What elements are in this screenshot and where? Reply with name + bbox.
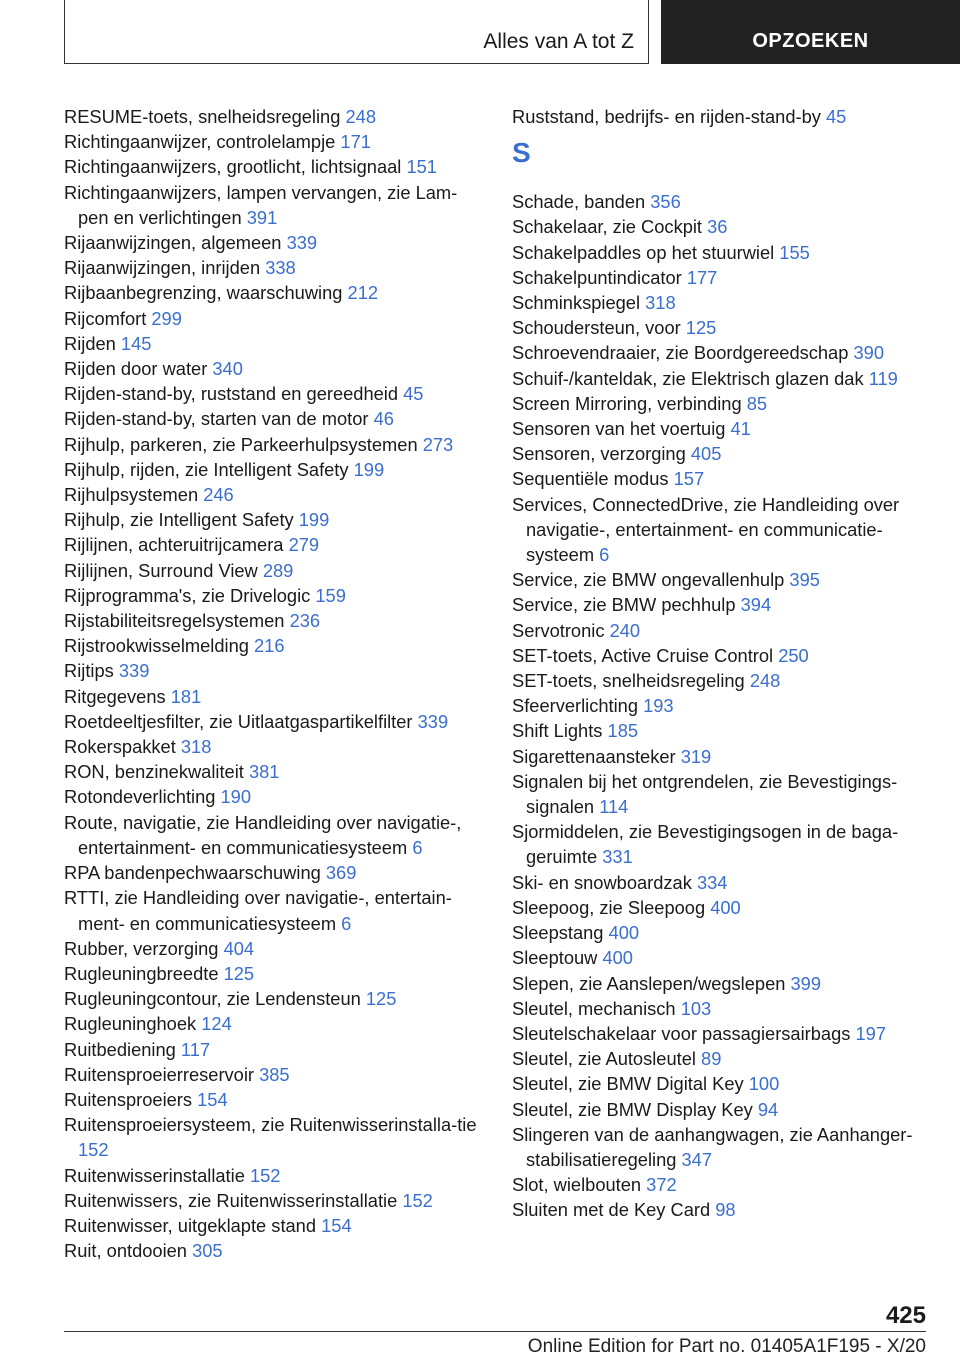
entry-text: RTTI, zie Handleiding over navigatie-, entertain-ment- en communicatiesysteem xyxy=(64,887,452,934)
index-entry xyxy=(64,406,482,431)
page-link[interactable]: 193 xyxy=(643,695,674,717)
page-link[interactable]: 103 xyxy=(680,997,712,1019)
index-entry xyxy=(64,381,482,406)
page-link[interactable]: 6 xyxy=(412,836,423,858)
page-link[interactable]: 45 xyxy=(403,383,424,405)
entry-text: Ruitenwissers, zie Ruitenwisserinstallatie xyxy=(64,1189,398,1211)
index-entry xyxy=(64,1213,482,1238)
footer-edition: Online Edition for Part no. 01405A1F195 - X/20 xyxy=(527,1336,926,1357)
index-entry xyxy=(64,558,482,583)
entry-text: Rijden xyxy=(64,332,116,354)
page-link[interactable]: 157 xyxy=(673,468,705,490)
entry-text: Sleutel, mechanisch xyxy=(512,997,676,1019)
page-link[interactable]: 319 xyxy=(680,745,712,767)
entry-text: SET-toets, snelheidsregeling xyxy=(512,670,745,692)
index-entry xyxy=(512,492,930,568)
index-entry xyxy=(64,885,482,935)
page-link[interactable]: 46 xyxy=(373,408,394,430)
entry-text: Slepen, zie Aanslepen/wegslepen xyxy=(512,972,786,994)
entry-text: Ritgegevens xyxy=(64,685,166,707)
entry-text: Rijaanwijzingen, inrijden xyxy=(64,257,261,279)
index-entry xyxy=(512,592,930,617)
index-entry xyxy=(64,532,482,557)
entry-text: Sensoren van het voertuig xyxy=(512,418,726,440)
page-link[interactable]: 212 xyxy=(347,282,379,304)
entry-text: Ruststand, bedrijfs- en rijden-stand-by xyxy=(512,106,821,127)
index-entry xyxy=(512,104,930,129)
page-link[interactable]: 318 xyxy=(180,736,212,758)
index-entry xyxy=(64,104,482,129)
index-entry xyxy=(64,784,482,809)
index-entry xyxy=(64,1037,482,1062)
page-link[interactable]: 151 xyxy=(406,156,437,178)
page-link[interactable]: 400 xyxy=(608,922,640,944)
entry-text: Slot, wielbouten xyxy=(512,1174,642,1196)
page-link[interactable]: 181 xyxy=(170,685,202,707)
page-link[interactable]: 339 xyxy=(286,232,318,254)
tab-label: OPZOEKEN xyxy=(752,30,869,52)
page-link[interactable]: 152 xyxy=(402,1189,433,1211)
entry-text: Sleutel, zie BMW Digital Key xyxy=(512,1073,744,1095)
entry-text: Ruitensproeiers xyxy=(64,1088,193,1110)
index-entry xyxy=(512,391,930,416)
entry-text: Ruitbediening xyxy=(64,1038,176,1060)
entry-text: Rotondeverlichting xyxy=(64,786,216,808)
entry-text: Services, ConnectedDrive, zie Handleiding over navigatie-, entertainment- en communicatie-systeem xyxy=(512,493,900,566)
entry-text: Rugleuningcontour, zie Lendensteun xyxy=(64,988,361,1010)
page-link[interactable]: 171 xyxy=(340,131,371,153)
index-entry xyxy=(512,895,930,920)
page-link[interactable]: 6 xyxy=(599,544,610,566)
index-entry xyxy=(512,971,930,996)
page-link[interactable]: 152 xyxy=(78,1139,109,1161)
entry-text: Sigarettenaansteker xyxy=(512,745,676,767)
index-entry xyxy=(512,1046,930,1071)
page-link[interactable]: 331 xyxy=(602,846,633,868)
entry-text: Signalen bij het ontgrendelen, zie Bevestigings-signalen xyxy=(512,770,898,818)
page-link[interactable]: 199 xyxy=(353,458,385,480)
index-entry xyxy=(512,1097,930,1122)
entry-text: Sleepoog, zie Sleepoog xyxy=(512,896,706,918)
index-entry xyxy=(64,936,482,961)
entry-text: Sleutel, zie BMW Display Key xyxy=(512,1098,753,1120)
entry-text: Screen Mirroring, verbinding xyxy=(512,392,742,414)
index-entry xyxy=(512,744,930,769)
index-entry xyxy=(512,819,930,869)
index-entry xyxy=(512,265,930,290)
index-entry xyxy=(512,466,930,491)
index-entry xyxy=(64,633,482,658)
page-link[interactable]: 340 xyxy=(212,358,243,380)
entry-text: Route, navigatie, zie Handleiding over navigatie-, entertainment- en communicatiesysteem xyxy=(64,811,462,858)
index-entry xyxy=(64,1238,482,1263)
page-link[interactable]: 395 xyxy=(789,569,820,591)
index-entry xyxy=(512,1071,930,1096)
page-link[interactable]: 273 xyxy=(422,433,454,455)
page-link[interactable]: 124 xyxy=(201,1013,232,1035)
index-entry xyxy=(64,1087,482,1112)
index-entry xyxy=(64,432,482,457)
index-entry xyxy=(64,810,482,860)
entry-text: Sequentiële modus xyxy=(512,468,669,490)
page-link[interactable]: 339 xyxy=(118,660,150,682)
index-entry xyxy=(512,668,930,693)
index-entry xyxy=(512,315,930,340)
entry-text: Ruitensproeiersysteem, zie Ruitenwisserinstalla-tie xyxy=(64,1114,477,1136)
index-column-left xyxy=(64,104,482,1263)
page-link[interactable]: 145 xyxy=(120,332,152,354)
index-entry xyxy=(64,230,482,255)
index-entry xyxy=(64,684,482,709)
entry-text: RPA bandenpechwaarschuwing xyxy=(64,862,321,884)
entry-text: Rijprogramma's, zie Drivelogic xyxy=(64,584,311,606)
page-link[interactable]: 125 xyxy=(223,962,255,984)
index-entry xyxy=(64,1062,482,1087)
index-entry xyxy=(512,1197,930,1222)
page-link[interactable]: 216 xyxy=(254,635,285,657)
entry-text: Sleeptouw xyxy=(512,947,598,969)
header-tab-opzoeken[interactable] xyxy=(661,0,960,64)
index-entry xyxy=(512,189,930,214)
index-entry xyxy=(64,860,482,885)
page-link[interactable]: 177 xyxy=(686,266,718,288)
index-entry xyxy=(512,718,930,743)
page-link[interactable]: 404 xyxy=(223,937,255,959)
entry-text: Sjormiddelen, zie Bevestigingsogen in de baga-geruimte xyxy=(512,821,899,868)
page-link[interactable]: 36 xyxy=(707,216,728,238)
entry-text: Schuif-/kanteldak, zie Elektrisch glazen dak xyxy=(512,367,864,389)
entry-text: Richtingaanwijzer, controlelampje xyxy=(64,131,336,153)
header-section-box xyxy=(64,0,649,64)
index-column-right xyxy=(512,104,930,1223)
page-link[interactable]: 152 xyxy=(249,1164,281,1186)
entry-text: Ruitenwisserinstallatie xyxy=(64,1164,245,1186)
entry-text: Rijden-stand-by, starten van de motor xyxy=(64,408,369,430)
entry-text: Rijden door water xyxy=(64,358,208,380)
index-entry xyxy=(64,734,482,759)
page-link[interactable]: 318 xyxy=(645,292,676,314)
entry-text: Rijden-stand-by, ruststand en gereedheid xyxy=(64,383,399,405)
page-link[interactable]: 369 xyxy=(325,862,357,884)
entry-text: Sluiten met de Key Card xyxy=(512,1199,711,1221)
entry-text: Rijhulp, parkeren, zie Parkeerhulpsystemen xyxy=(64,433,418,455)
index-entry xyxy=(512,920,930,945)
page-link[interactable]: 6 xyxy=(341,912,352,934)
index-entry xyxy=(64,608,482,633)
entry-text: Rokerspakket xyxy=(64,736,176,758)
index-entry xyxy=(512,567,930,592)
index-entry xyxy=(512,416,930,441)
entry-text: Richtingaanwijzers, lampen vervangen, zie Lam-pen en verlichtingen xyxy=(64,181,458,228)
entry-text: Ruitenwisser, uitgeklapte stand xyxy=(64,1214,317,1236)
entry-text: Schoudersteun, voor xyxy=(512,317,681,339)
page-link[interactable]: 154 xyxy=(321,1214,352,1236)
index-entry xyxy=(64,986,482,1011)
index-entry xyxy=(512,643,930,668)
page-link[interactable]: 381 xyxy=(248,761,280,783)
entry-text: Sleepstang xyxy=(512,922,604,944)
page-link[interactable]: 250 xyxy=(778,644,809,666)
index-entry xyxy=(512,870,930,895)
page-link[interactable]: 125 xyxy=(365,988,397,1010)
page-link[interactable]: 299 xyxy=(151,307,182,329)
entry-text: Rugleuninghoek xyxy=(64,1013,197,1035)
entry-text: Ski- en snowboardzak xyxy=(512,871,692,893)
entry-text: Schroevendraaier, zie Boordgereedschap xyxy=(512,342,849,364)
entry-text: Schakelpaddles op het stuurwiel xyxy=(512,241,775,263)
index-entry xyxy=(64,583,482,608)
index-entry xyxy=(64,356,482,381)
entry-text: Rijlijnen, Surround View xyxy=(64,559,258,581)
page-link[interactable]: 356 xyxy=(650,191,681,213)
page-link[interactable]: 339 xyxy=(417,710,449,732)
entry-text: Sleutelschakelaar voor passagiersairbags xyxy=(512,1022,851,1044)
index-entry xyxy=(64,129,482,154)
page-link[interactable]: 279 xyxy=(288,534,320,556)
page-link[interactable]: 400 xyxy=(710,896,741,918)
index-entry xyxy=(512,1021,930,1046)
page-link[interactable]: 185 xyxy=(607,720,639,742)
entry-text: Rijstrookwisselmelding xyxy=(64,635,249,657)
page-link[interactable]: 390 xyxy=(853,342,884,364)
index-entry xyxy=(64,1163,482,1188)
index-entry xyxy=(64,154,482,179)
entry-text: Rugleuningbreedte xyxy=(64,962,219,984)
index-entry xyxy=(512,240,930,265)
entry-text: Service, zie BMW ongevallenhulp xyxy=(512,569,785,591)
page-link[interactable]: 190 xyxy=(220,786,252,808)
entry-text: Sensoren, verzorging xyxy=(512,443,686,465)
page-link[interactable]: 338 xyxy=(265,257,296,279)
entry-text: Shift Lights xyxy=(512,720,603,742)
index-entry xyxy=(64,507,482,532)
entry-text: Rijtips xyxy=(64,660,114,682)
page-link[interactable]: 45 xyxy=(826,106,847,127)
entry-text: Rubber, verzorging xyxy=(64,937,219,959)
entry-text: Richtingaanwijzers, grootlicht, lichtsignaal xyxy=(64,156,402,178)
index-entry xyxy=(64,255,482,280)
index-entry xyxy=(64,280,482,305)
section-title: Alles van A tot Z xyxy=(483,30,634,53)
index-entry xyxy=(512,769,930,819)
page-link[interactable]: 305 xyxy=(192,1240,223,1262)
index-entry xyxy=(64,457,482,482)
page-link[interactable]: 372 xyxy=(646,1174,677,1196)
page-link[interactable]: 289 xyxy=(262,559,294,581)
page-link[interactable]: 347 xyxy=(681,1148,713,1170)
entry-text: RESUME-toets, snelheidsregeling xyxy=(64,106,341,127)
entry-text: Roetdeeltjesfilter, zie Uitlaatgaspartikelfilter xyxy=(64,710,413,732)
index-entry xyxy=(512,945,930,970)
page-link[interactable]: 154 xyxy=(197,1088,228,1110)
index-entry xyxy=(512,441,930,466)
page-link[interactable]: 125 xyxy=(685,317,717,339)
index-entry xyxy=(512,290,930,315)
page-link[interactable]: 100 xyxy=(748,1073,780,1095)
page-number: 425 xyxy=(885,1302,926,1329)
entry-text: Schade, banden xyxy=(512,191,646,213)
entry-text: Servotronic xyxy=(512,619,605,641)
page-link[interactable]: 394 xyxy=(740,594,772,616)
entry-text: SET-toets, Active Cruise Control xyxy=(512,644,774,666)
entry-text: Sleutel, zie Autosleutel xyxy=(512,1048,696,1070)
index-entry xyxy=(512,1172,930,1197)
index-entry xyxy=(512,366,930,391)
page-link[interactable]: 117 xyxy=(180,1038,211,1060)
index-entry xyxy=(64,1188,482,1213)
entry-text: Rijlijnen, achteruitrijcamera xyxy=(64,534,284,556)
page-link[interactable]: 400 xyxy=(602,947,633,969)
page-link[interactable]: 94 xyxy=(757,1098,779,1120)
index-entry xyxy=(64,961,482,986)
entry-text: Rijaanwijzingen, algemeen xyxy=(64,232,282,254)
page-link[interactable]: 385 xyxy=(259,1063,290,1085)
entry-text: Schakelaar, zie Cockpit xyxy=(512,216,703,238)
page-link[interactable]: 119 xyxy=(868,367,898,389)
entry-text: Rijhulpsystemen xyxy=(64,484,199,506)
entry-text: Schminkspiegel xyxy=(512,292,641,314)
index-entry xyxy=(64,1112,482,1162)
footer-divider xyxy=(64,1331,926,1332)
entry-text: Rijhulp, rijden, zie Intelligent Safety xyxy=(64,458,349,480)
index-entry xyxy=(512,340,930,365)
entry-text: Rijbaanbegrenzing, waarschuwing xyxy=(64,282,343,304)
index-entry xyxy=(512,618,930,643)
index-entry xyxy=(512,693,930,718)
page-link[interactable]: 248 xyxy=(749,670,781,692)
index-entry xyxy=(64,306,482,331)
entry-text: Rijhulp, zie Intelligent Safety xyxy=(64,509,294,531)
entry-text: Sfeerverlichting xyxy=(512,695,638,717)
index-entry xyxy=(512,214,930,239)
index-entry xyxy=(512,996,930,1021)
index-entry xyxy=(64,759,482,784)
page-link[interactable]: 155 xyxy=(779,241,810,263)
index-entry xyxy=(64,180,482,230)
index-entry xyxy=(64,658,482,683)
entry-text: Schakelpuntindicator xyxy=(512,266,682,288)
page-link[interactable]: 405 xyxy=(690,443,722,465)
page-link[interactable]: 399 xyxy=(790,972,822,994)
index-entry xyxy=(512,1122,930,1172)
page-link[interactable]: 85 xyxy=(746,392,768,414)
index-entry xyxy=(64,709,482,734)
index-entry xyxy=(64,1011,482,1036)
page-link[interactable]: 246 xyxy=(203,484,234,506)
page-link[interactable]: 197 xyxy=(855,1022,886,1044)
page-link[interactable]: 236 xyxy=(289,610,321,632)
entry-text: Ruitensproeierreservoir xyxy=(64,1063,254,1085)
page-link[interactable]: 41 xyxy=(730,418,751,440)
page-link[interactable]: 248 xyxy=(345,106,376,127)
page-link[interactable]: 98 xyxy=(715,1199,736,1221)
page-link[interactable]: 159 xyxy=(315,584,346,606)
entry-text: RON, benzinekwaliteit xyxy=(64,761,244,783)
entry-text: Rijcomfort xyxy=(64,307,147,329)
section-letter: S xyxy=(512,137,531,169)
entry-text: Slingeren van de aanhangwagen, zie Aanhanger-stabilisatieregeling xyxy=(512,1123,913,1170)
page-link[interactable]: 391 xyxy=(246,206,278,228)
entry-text: Service, zie BMW pechhulp xyxy=(512,594,736,616)
page-link[interactable]: 114 xyxy=(599,796,629,818)
page-link[interactable]: 89 xyxy=(701,1048,722,1070)
page-link[interactable]: 334 xyxy=(696,871,728,893)
index-entry xyxy=(64,482,482,507)
entry-text: Rijstabiliteitsregelsystemen xyxy=(64,610,285,632)
page-link[interactable]: 240 xyxy=(609,619,641,641)
page-link[interactable]: 199 xyxy=(298,509,330,531)
entry-text: Ruit, ontdooien xyxy=(64,1240,187,1262)
index-entry xyxy=(64,331,482,356)
